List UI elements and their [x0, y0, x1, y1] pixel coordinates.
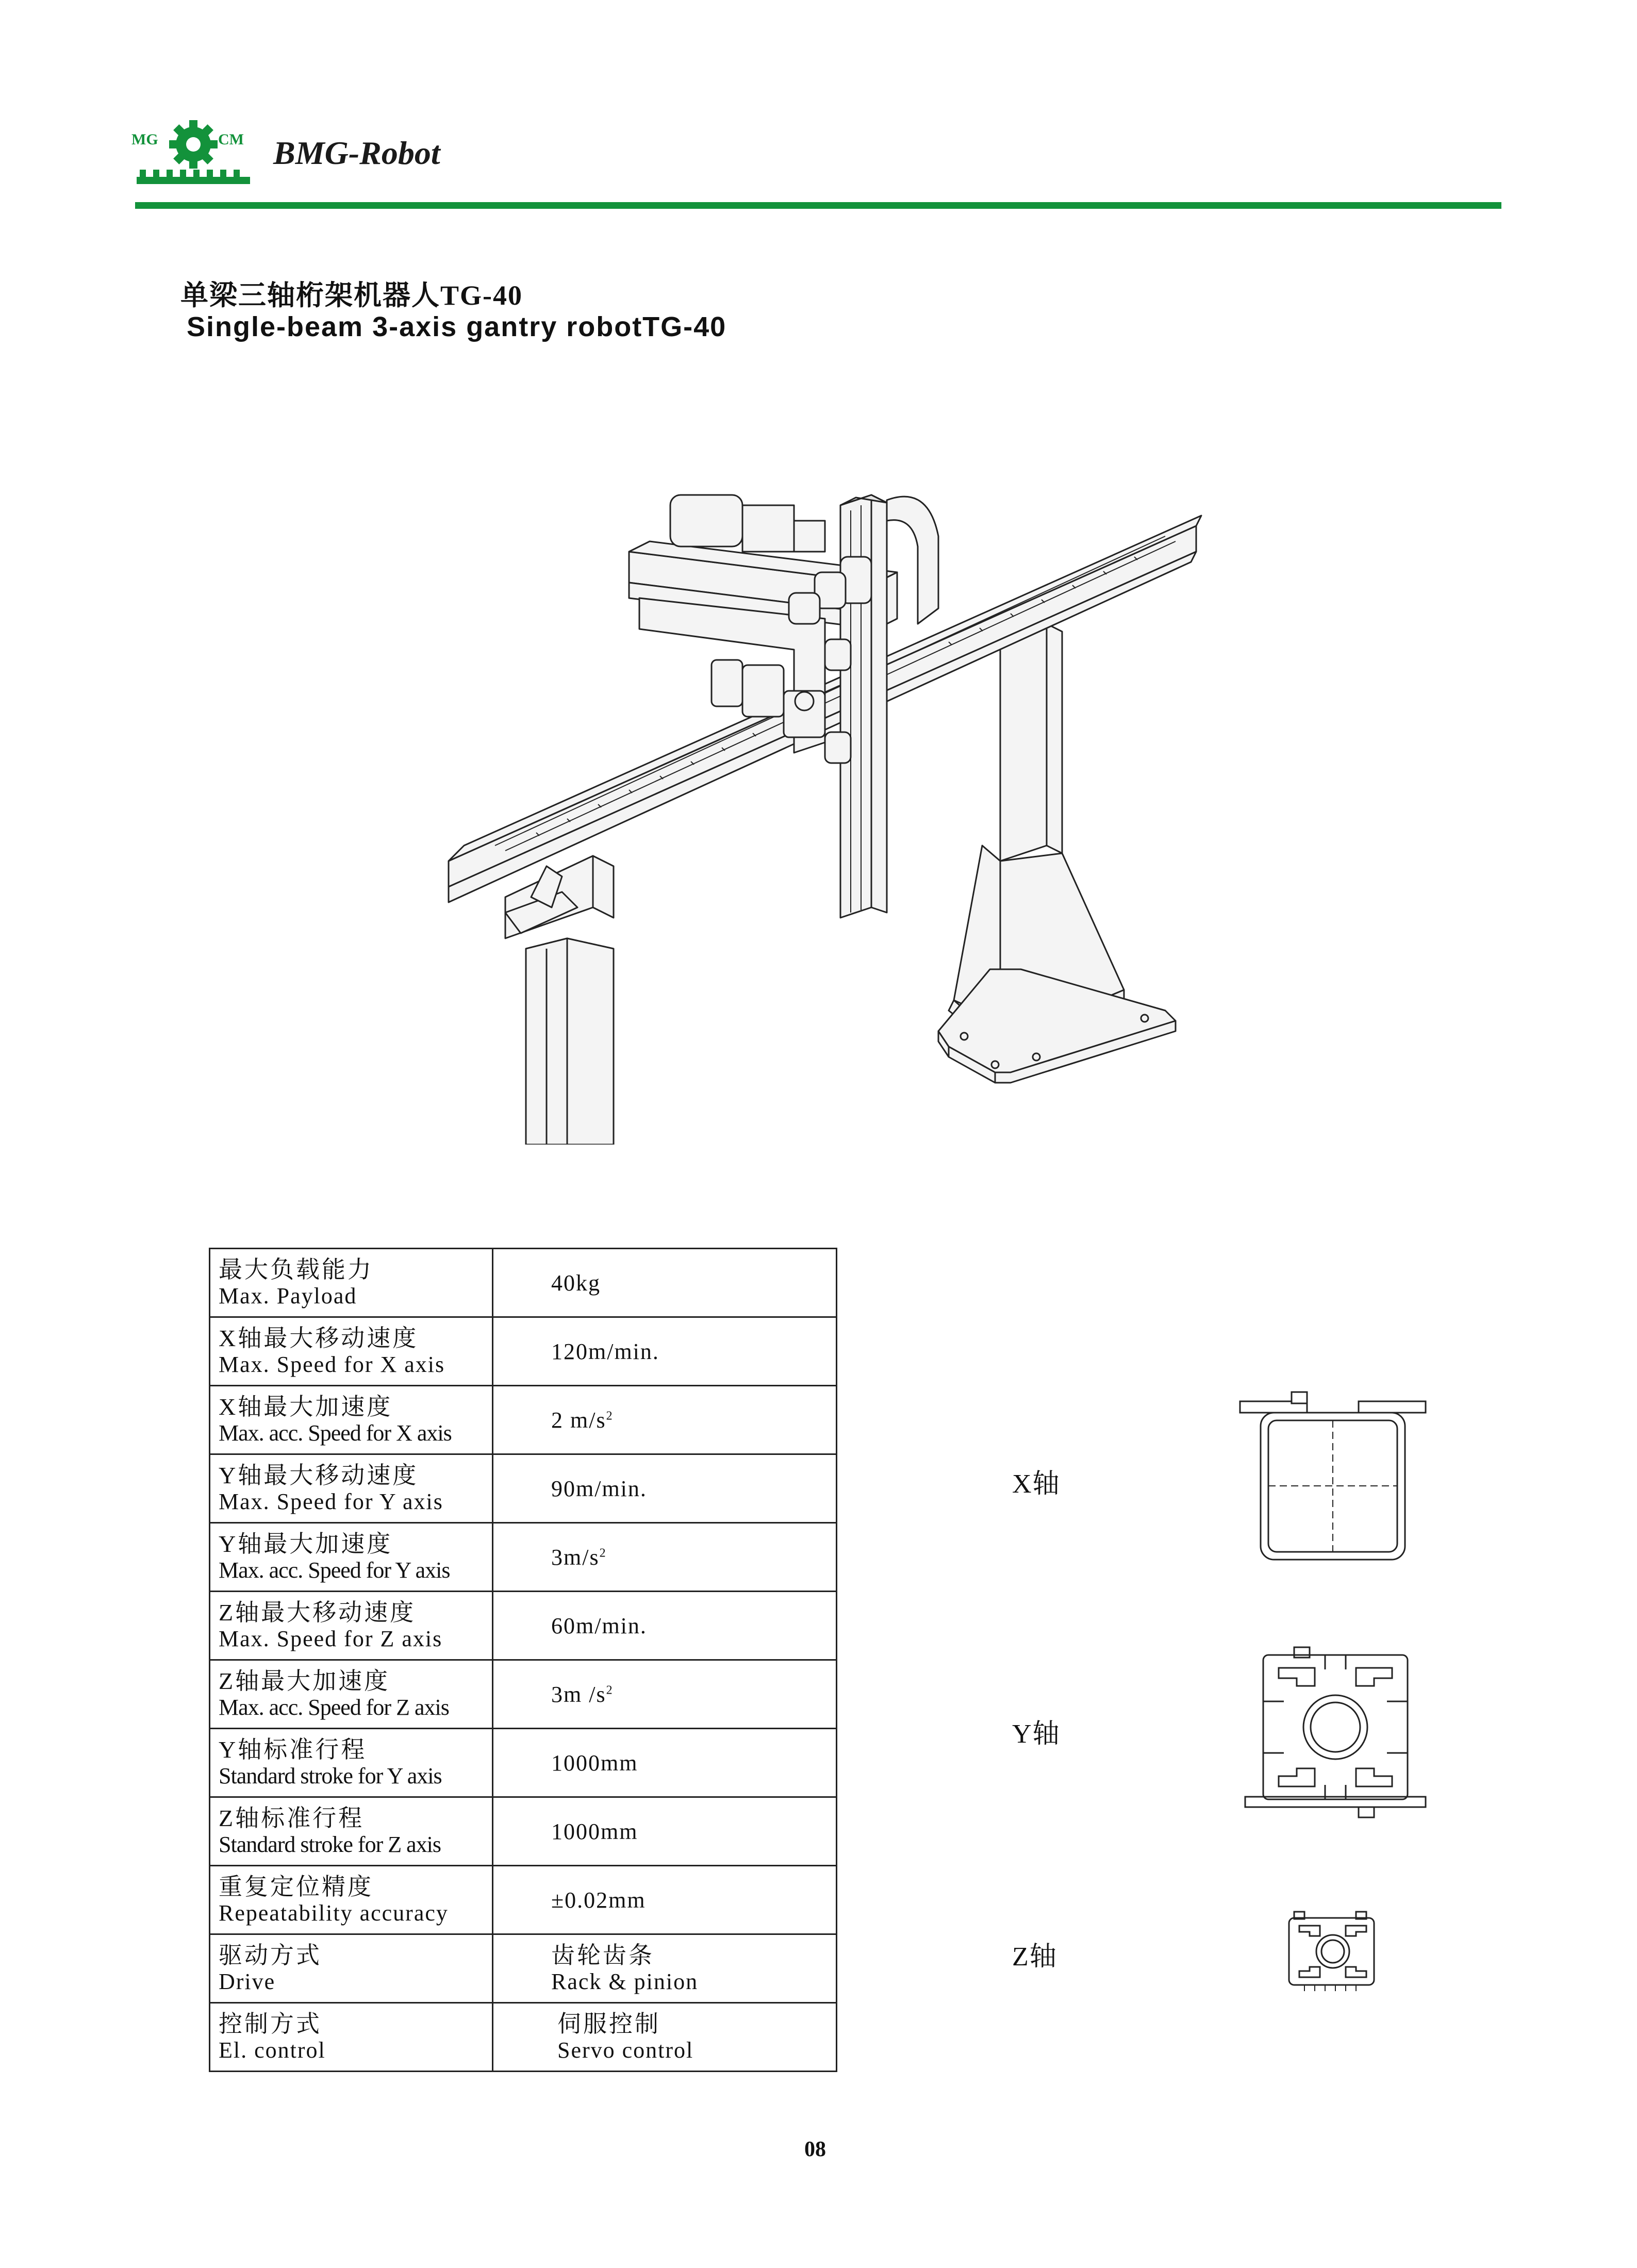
spec-label-cn: 驱动方式 [219, 1942, 322, 1968]
spec-row-y-speed [210, 1454, 837, 1523]
spec-label [210, 1866, 493, 1934]
spec-label-en: Max. acc. Speed for Z axis [219, 1695, 449, 1720]
spec-row-repeatability [210, 1866, 837, 1934]
left-support-pillar [526, 938, 614, 1145]
company-logo [131, 116, 255, 193]
spec-label [210, 1797, 493, 1866]
spec-value [493, 1729, 837, 1797]
spec-value-text: 40kg [551, 1270, 601, 1296]
spec-label-cn: 最大负载能力 [219, 1256, 373, 1283]
logo-text-right: CM [218, 131, 244, 148]
spec-label-en: Max. Speed for Y axis [219, 1489, 443, 1514]
spec-label-cn: Z轴最大移动速度 [219, 1599, 416, 1626]
spec-label-en: Repeatability accuracy [219, 1900, 449, 1926]
z-axis-section-label: Z轴 [1012, 1942, 1057, 1972]
spec-row-y-acc [210, 1523, 837, 1592]
spec-label-en: Standard stroke for Y axis [219, 1763, 442, 1789]
spec-label [210, 1934, 493, 2003]
x-axis-profile-section [1237, 1387, 1428, 1572]
spec-row-x-speed [210, 1317, 837, 1386]
spec-label-en: Max. Payload [219, 1283, 357, 1309]
spec-label-en: Standard stroke for Z axis [219, 1832, 441, 1857]
z-axis-column [825, 495, 938, 918]
spec-label [210, 1523, 493, 1592]
spec-label [210, 1660, 493, 1729]
spec-value [493, 1797, 837, 1866]
spec-value-text: 3m /s [551, 1681, 606, 1707]
spec-row-y-stroke [210, 1729, 837, 1797]
spec-value-wrap [551, 1681, 836, 1708]
gear-icon [169, 120, 218, 169]
gantry-robot-drawing [433, 454, 1299, 1145]
spec-value [493, 1249, 837, 1317]
spec-value-wrap [551, 1544, 836, 1570]
spec-label-cn: X轴最大移动速度 [219, 1325, 419, 1351]
spec-label [210, 1729, 493, 1797]
spec-value-wrap [551, 1407, 836, 1433]
spec-row-z-speed [210, 1592, 837, 1660]
spec-value-en: Rack & pinion [551, 1969, 699, 1994]
spec-label-cn: Y轴最大加速度 [219, 1531, 393, 1557]
spec-value [493, 2003, 837, 2072]
spec-value-text: 2 m/s [551, 1407, 606, 1433]
spec-row-control [210, 2003, 837, 2072]
spec-value-sup: 2 [599, 1546, 607, 1560]
spec-label-cn: 重复定位精度 [219, 1874, 373, 1900]
spec-label [210, 1454, 493, 1523]
spec-value-text: 90m/min. [551, 1476, 647, 1501]
spec-value [493, 1454, 837, 1523]
y-axis-section-label: Y轴 [1012, 1719, 1061, 1749]
spec-label [210, 1249, 493, 1317]
spec-value-text: 1000mm [551, 1750, 638, 1776]
spec-row-z-stroke [210, 1797, 837, 1866]
spec-label-en: Max. Speed for X axis [219, 1352, 445, 1377]
x-axis-section-label: X轴 [1012, 1469, 1061, 1499]
spec-value [493, 1592, 837, 1660]
spec-label-cn: X轴最大加速度 [219, 1394, 393, 1420]
spec-value-text: ±0.02mm [551, 1887, 646, 1913]
header-rule [135, 202, 1501, 209]
spec-row-z-acc [210, 1660, 837, 1729]
spec-label-en: Max. Speed for Z axis [219, 1626, 443, 1651]
spec-value [493, 1317, 837, 1386]
spec-label-cn: Z轴最大加速度 [219, 1668, 390, 1694]
spec-label-cn: Y轴标准行程 [219, 1736, 367, 1763]
y-axis-motor [670, 495, 825, 552]
spec-value [493, 1386, 837, 1454]
spec-label [210, 2003, 493, 2072]
spec-row-drive [210, 1934, 837, 2003]
spec-value [493, 1934, 837, 2003]
spec-label-en: Max. acc. Speed for Y axis [219, 1558, 450, 1583]
spec-label [210, 1592, 493, 1660]
spec-label-cn: Z轴标准行程 [219, 1805, 365, 1831]
spec-label-cn: 控制方式 [219, 2011, 322, 2037]
spec-label-en: El. control [219, 2038, 326, 2063]
spec-value-sup: 2 [606, 1409, 614, 1422]
spec-value-sup: 2 [606, 1683, 614, 1697]
z-axis-profile-section [1284, 1908, 1382, 1995]
page-title-english: Single-beam 3-axis gantry robotTG-40 [187, 311, 727, 342]
spec-value-text: 1000mm [551, 1818, 638, 1844]
brand-name: BMG-Robot [273, 135, 440, 171]
spec-label [210, 1317, 493, 1386]
spec-value-text: 3m/s [551, 1544, 600, 1570]
spec-value-text: 60m/min. [551, 1613, 647, 1638]
spec-value [493, 1660, 837, 1729]
spec-value-en: Servo control [557, 2038, 694, 2063]
spec-label [210, 1386, 493, 1454]
spec-label-cn: Y轴最大移动速度 [219, 1462, 419, 1488]
y-axis-profile-section [1243, 1645, 1428, 1820]
spec-value [493, 1866, 837, 1934]
spec-value-cn: 伺服控制 [557, 2011, 660, 2037]
spec-value [493, 1523, 837, 1592]
spec-label-en: Drive [219, 1969, 276, 1994]
spec-value-text: 120m/min. [551, 1338, 659, 1364]
right-support-pillar [938, 624, 1176, 1083]
spec-label-en: Max. acc. Speed for X axis [219, 1420, 452, 1446]
page-number: 08 [804, 2138, 826, 2161]
rack-icon [137, 170, 250, 184]
spec-row-max-payload [210, 1249, 837, 1317]
logo-text-left: MG [131, 131, 158, 148]
spec-value-cn: 齿轮齿条 [551, 1942, 654, 1968]
spec-table [209, 1248, 837, 2072]
page-title-chinese: 单梁三轴桁架机器人TG-40 [180, 280, 523, 311]
spec-row-x-acc [210, 1386, 837, 1454]
